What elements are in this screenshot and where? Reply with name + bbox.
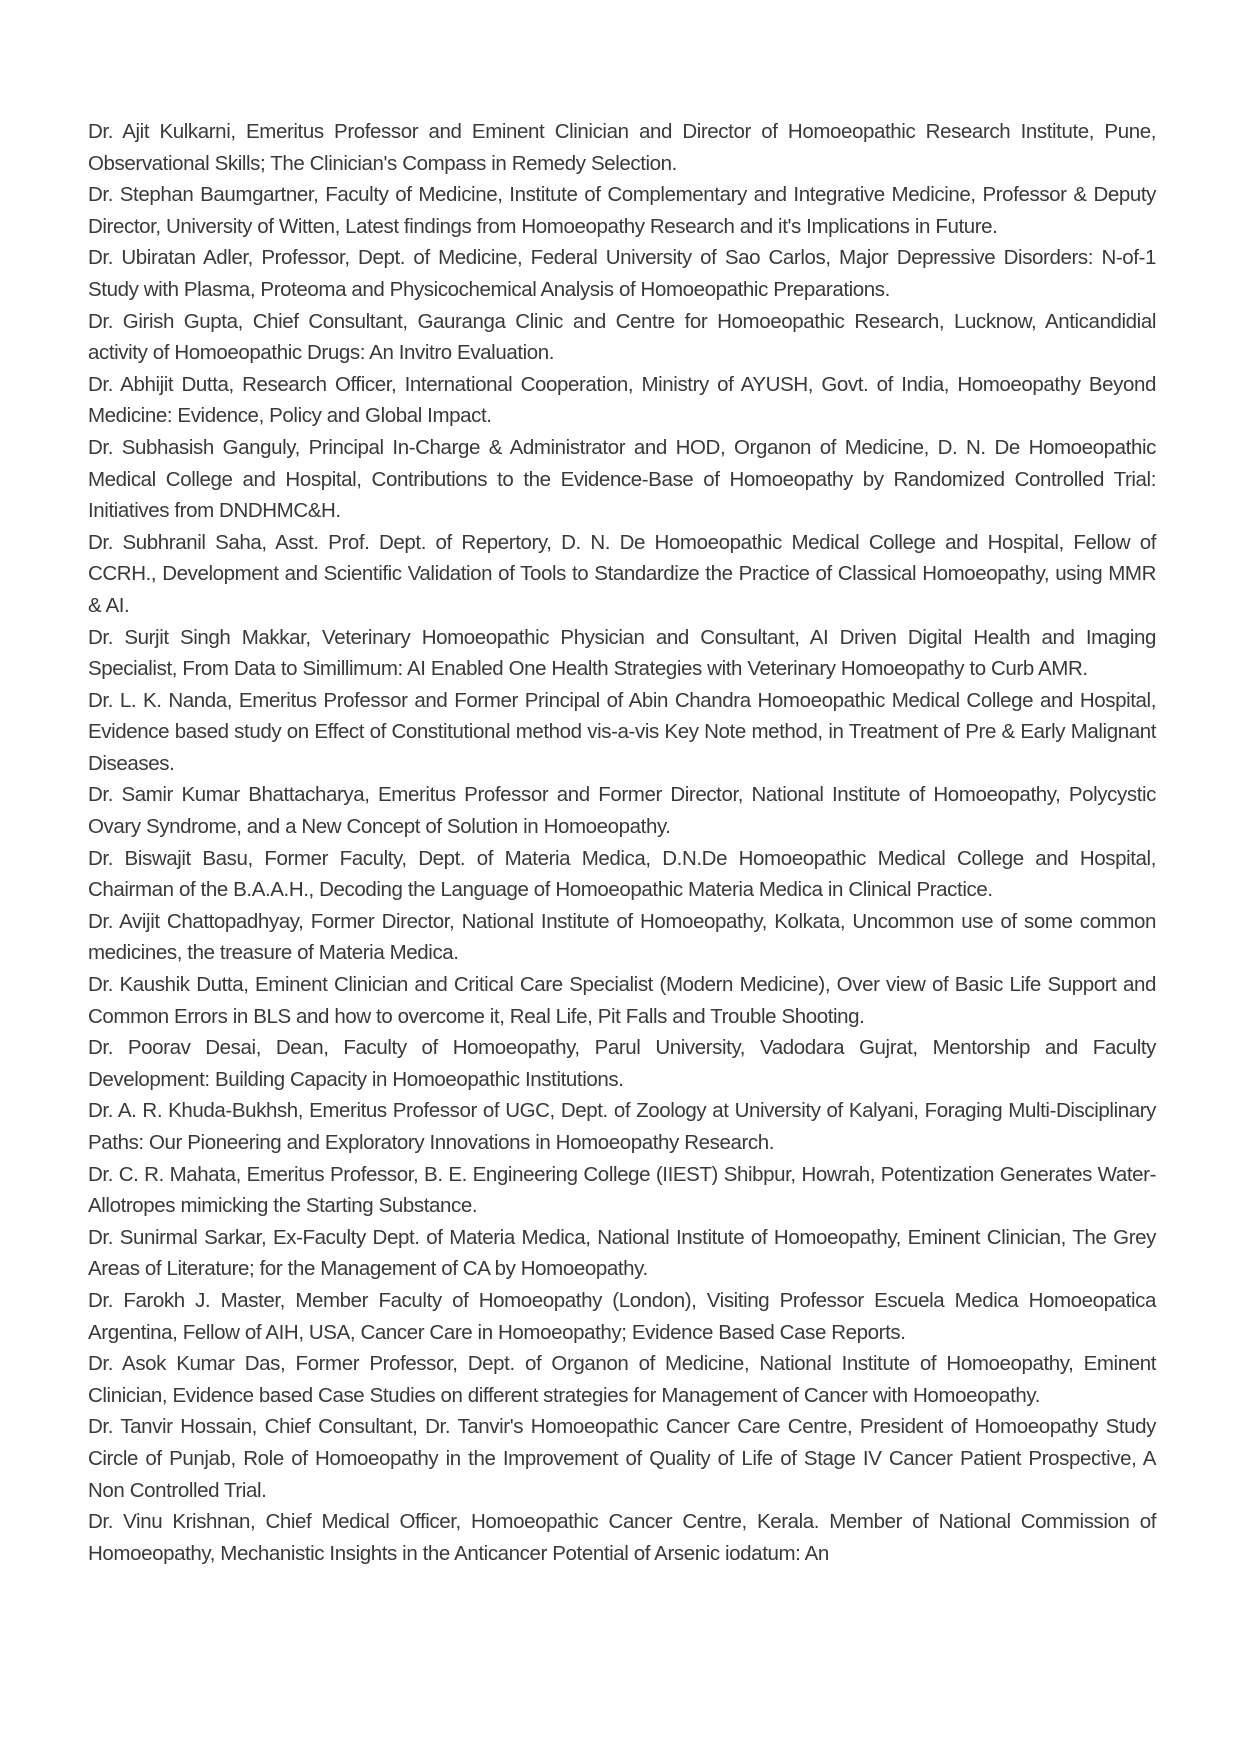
paragraph: Dr. Ubiratan Adler, Professor, Dept. of Medicine, Federal University of Sao Carlos, Major Depressive Disorders: N-of-1 Study with Plasma, Proteoma and Physicochemical Analysis of Homoeopathic Preparations. [88,246,1156,301]
paragraph: Dr. Abhijit Dutta, Research Officer, International Cooperation, Ministry of AYUSH, Govt. of India, Homoeopathy Beyond Medicine: Evidence, Policy and Global Impact. [88,372,1156,428]
paragraph: Dr. Asok Kumar Das, Former Professor, Dept. of Organon of Medicine, National Institute of Homoeopathy, Eminent Clinician, Evidence based Case Studies on different strategies for Management of Cancer with Homoeopathy. [88,1352,1156,1407]
paragraph: Dr. A. R. Khuda-Bukhsh, Emeritus Professor of UGC, Dept. of Zoology at University of Kalyani, Foraging Multi-Disciplinary Paths: Our Pioneering and Exploratory Innovations in Homoeopathy Research. [88,1099,1156,1154]
paragraph: Dr. Vinu Krishnan, Chief Medical Officer, Homoeopathic Cancer Centre, Kerala. Member of National Commission of Homoeopathy, Mechanistic Insights in the Anticancer Potential of Arsenic iodatum: An [88,1510,1156,1565]
paragraph: Dr. Surjit Singh Makkar, Veterinary Homoeopathic Physician and Consultant, AI Driven Digital Health and Imaging Specialist, From Data to Simillimum: AI Enabled One Health Strategies with Veterinary Homoeopathy to Curb AMR. [88,625,1156,681]
paragraph: Dr. Tanvir Hossain, Chief Consultant, Dr. Tanvir's Homoeopathic Cancer Care Centre, President of Homoeopathy Study Circle of Punjab, Role of Homoeopathy in the Improvement of Quality of Life of Stage IV Cancer Patient Prospective, A Non Controlled Trial. [88,1415,1156,1502]
paragraph: Dr. Avijit Chattopadhyay, Former Director, National Institute of Homoeopathy, Kolkata, Uncommon use of some common medicines, the treasure of Materia Medica. [88,909,1156,965]
speaker-list [88,116,1156,1569]
paragraph: Dr. Sunirmal Sarkar, Ex-Faculty Dept. of Materia Medica, National Institute of Homoeopathy, Eminent Clinician, The Grey Areas of Literature; for the Management of CA by Homoeopathy. [88,1225,1156,1281]
paragraph: Dr. Biswajit Basu, Former Faculty, Dept. of Materia Medica, D.N.De Homoeopathic Medical College and Hospital, Chairman of the B.A.A.H., Decoding the Language of Homoeopathic Materia Medica in Clinical Practice. [88,846,1156,902]
paragraph: Dr. Girish Gupta, Chief Consultant, Gauranga Clinic and Centre for Homoeopathic Research, Lucknow, Anticandidial activity of Homoeopathic Drugs: An Invitro Evaluation. [88,309,1156,365]
paragraph: Dr. Subhasish Ganguly, Principal In-Charge & Administrator and HOD, Organon of Medicine, D. N. De Homoeopathic Medical College and Hospital, Contributions to the Evidence-Base of Homoeopathy by Randomized Controlled Trial: Initiatives from DNDHMC&H. [88,435,1156,523]
paragraph: Dr. Poorav Desai, Dean, Faculty of Homoeopathy, Parul University, Vadodara Gujrat, Mentorship and Faculty Development: Building Capacity in Homoeopathic Institutions. [88,1036,1156,1091]
paragraph: Dr. Ajit Kulkarni, Emeritus Professor and Eminent Clinician and Director of Homoeopathic Research Institute, Pune, Observational Skills; The Clinician's Compass in Remedy Selection. [88,120,1156,175]
paragraph: Dr. Kaushik Dutta, Eminent Clinician and Critical Care Specialist (Modern Medicine), Over view of Basic Life Support and Common Errors in BLS and how to overcome it, Real Life, Pit Falls and Trouble Shooting. [88,973,1156,1028]
paragraph: Dr. Stephan Baumgartner, Faculty of Medicine, Institute of Complementary and Integrative Medicine, Professor & Deputy Director, University of Witten, Latest findings from Homoeopathy Research and it's Implications in Future. [88,183,1156,238]
paragraph: Dr. Subhranil Saha, Asst. Prof. Dept. of Repertory, D. N. De Homoeopathic Medical College and Hospital, Fellow of CCRH., Development and Scientific Validation of Tools to Standardize the Practice of Classical Homoeopathy, using MMR & AI. [88,530,1156,617]
paragraph: Dr. C. R. Mahata, Emeritus Professor, B. E. Engineering College (IIEST) Shibpur, Howrah, Potentization Generates Water-Allotropes mimicking the Starting Substance. [88,1162,1156,1218]
paragraph: Dr. L. K. Nanda, Emeritus Professor and Former Principal of Abin Chandra Homoeopathic Medical College and Hospital, Evidence based study on Effect of Constitutional method vis-a-vis Key Note method, in Treatment of Pre & Early Malignant Diseases. [88,688,1156,775]
paragraph: Dr. Samir Kumar Bhattacharya, Emeritus Professor and Former Director, National Institute of Homoeopathy, Polycystic Ovary Syndrome, and a New Concept of Solution in Homoeopathy. [88,783,1156,839]
paragraph: Dr. Farokh J. Master, Member Faculty of Homoeopathy (London), Visiting Professor Escuela Medica Homoeopatica Argentina, Fellow of AIH, USA, Cancer Care in Homoeopathy; Evidence Based Case Reports. [88,1288,1156,1344]
